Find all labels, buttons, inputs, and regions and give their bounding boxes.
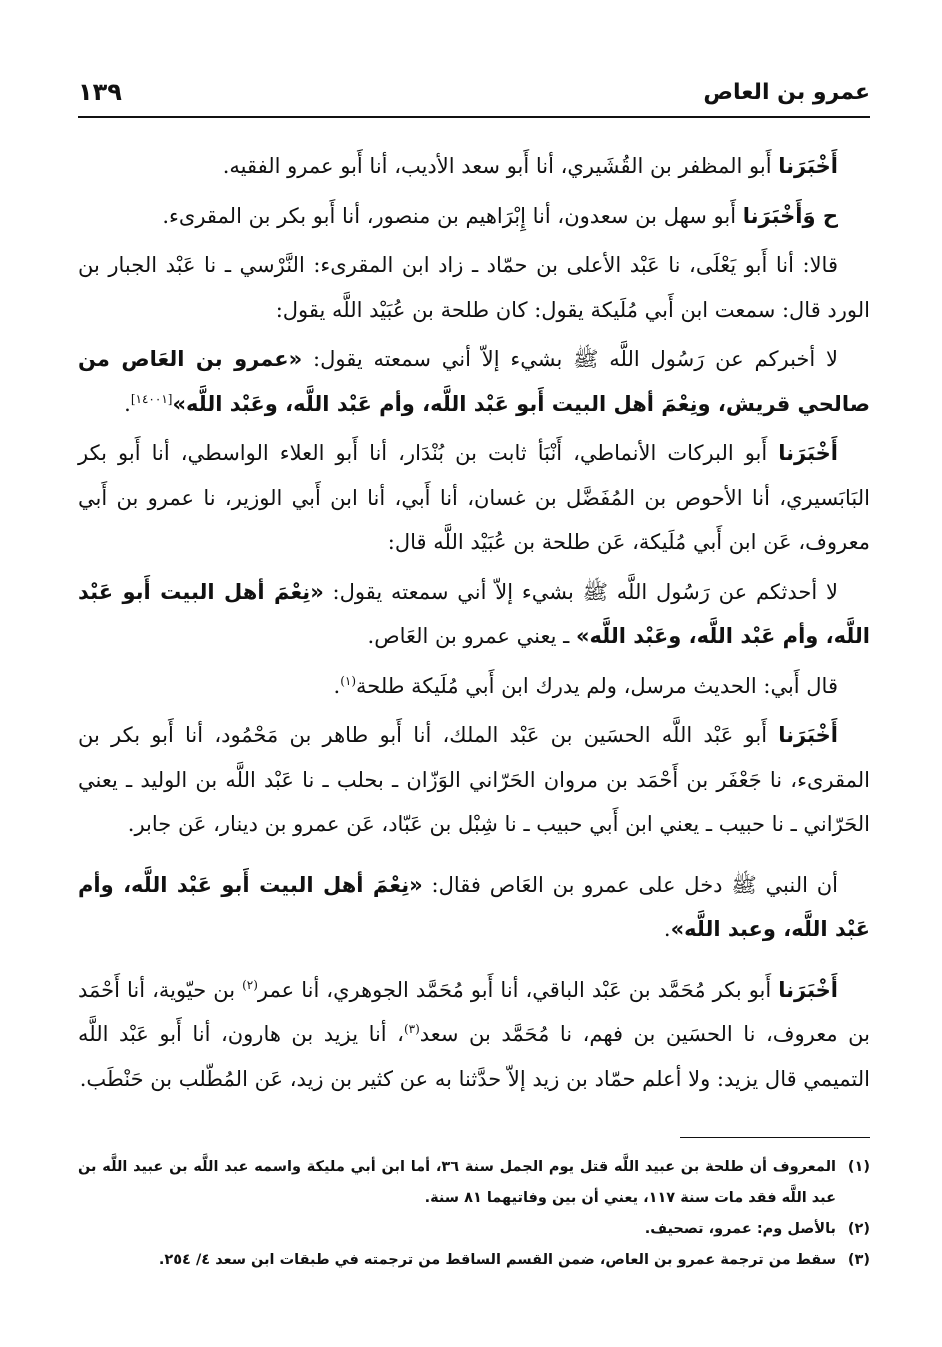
hadith-text: «عمرو بن العَاص من صالحي قريش، ونِعْمَ أهل البيت أَبو عَبْد اللَّه، وأم عَبْد اللَّه، وعَبْد اللَّه» bbox=[78, 347, 870, 416]
paragraph bbox=[78, 431, 870, 565]
footnote-item bbox=[78, 1214, 870, 1245]
hadith-number: [١٤٠٠١] bbox=[130, 391, 173, 406]
akhbarana-keyword: أَخْبَرَنا bbox=[778, 441, 838, 465]
hadith-text: «نِعْمَ أهل البيت أَبو عَبْد اللَّه، وأم عَبْد اللَّه، وعبد اللَّه» bbox=[78, 872, 870, 941]
footnote-ref: (٢) bbox=[242, 977, 258, 992]
paragraph-text: بن حيّوية، أنا أَحْمَد بن معروف، نا الحسَين بن فهم، نا مُحَمَّد بن سعد bbox=[78, 977, 870, 1046]
paragraph-text: قال أَبي: الحديث مرسل، ولم يدرك ابن أَبي مُلَيكة طلحة bbox=[356, 673, 838, 698]
paragraph-text: . bbox=[124, 391, 131, 416]
paragraph bbox=[78, 144, 870, 189]
paragraph bbox=[78, 968, 870, 1102]
paragraph-text: قالا: أنا أَبو يَعْلَى، نا عَبْد الأعلى بن حمّاد ـ زاد ابن المقرىء: النَّرْسي ـ نا عَبْد الجبار بن الورد قال: سمعت ابن أَبي مُلَيكة يقول: كان طلحة بن عُبَيْد اللَّه يقول: bbox=[78, 253, 870, 322]
hadith-paragraph bbox=[78, 337, 870, 426]
ha-marker: ح bbox=[815, 203, 838, 228]
paragraph-text: ـ يعني عمرو بن العَاص. bbox=[367, 624, 576, 648]
akhbarana-keyword: أَخْبَرَنا bbox=[778, 154, 838, 178]
footnote-text: بالأصل وم: عمرو، تصحيف. bbox=[644, 1221, 836, 1237]
paragraph-text: أَبو عَبْد اللَّه الحسَين بن عَبْد الملك، أنا أَبو طاهر بن مَحْمُود، أنا أَبو بكر بن المقرىء، نا جَعْفَر بن أَحْمَد بن مروان الحَرّاني الوَزّان ـ بحلب ـ نا عَبْد اللَّه بن الوليد ـ يعني الحَرّاني ـ نا حبيب ـ يعني ابن أَبي حبيب ـ نا شِبْل بن عَبّاد، عَن عمرو بن دينار، عَن جابر. bbox=[78, 723, 870, 836]
paragraph-text: أَبو بكر مُحَمَّد بن عَبْد الباقي، أنا أَبو مُحَمَّد الجوهري، أنا عمر bbox=[257, 977, 779, 1002]
paragraph-text: أَبو المظفر بن القُشَيري، أنا أَبو سعد الأديب، أنا أَبو عمرو الفقيه. bbox=[222, 154, 779, 178]
paragraph-text: أَبو البركات الأنماطي، أَنْبَأ ثابت بن بُنْدَار، أنا أَبو العلاء الواسطي، أنا أَبو بكر البَابَسيري، أنا الأحوص بن المُفَضَّل بن غسان، أنا أَبي، أنا ابن أَبي الوزير، نا عمرو بن أَبي معروف، عَن ابن أَبي مُلَيكة، عَن طلحة بن عُبَيْد اللَّه قال: bbox=[78, 441, 870, 554]
paragraph bbox=[78, 664, 870, 709]
footnote-marker: (٢) bbox=[847, 1221, 870, 1237]
paragraph-text: أَبو سهل بن سعدون، أنا إِبْرَاهيم بن منصور، أنا أَبو بكر بن المقرىء. bbox=[162, 203, 743, 228]
main-text bbox=[78, 144, 870, 1101]
akhbarana-keyword: أَخْبَرَنا bbox=[778, 977, 839, 1002]
footnote-marker: (١) bbox=[847, 1159, 870, 1175]
footnote-text: سقط من ترجمة عمرو بن العاص، ضمن القسم الساقط من ترجمته في طبقات ابن سعد ٤/ ٢٥٤. bbox=[158, 1252, 836, 1268]
hadith-text: «نِعْمَ أهل البيت أَبو عَبْد اللَّه، وأم عَبْد اللَّه، وعَبْد اللَّه» bbox=[78, 579, 870, 648]
paragraph-text: لا أخبركم عن رَسُول اللَّه ﷺ بشيء إلاّ أني سمعته يقول: bbox=[302, 347, 839, 371]
book-page bbox=[78, 70, 870, 1290]
hadith-paragraph bbox=[78, 863, 870, 952]
paragraph-text: . bbox=[663, 917, 671, 941]
paragraph-text: ، أنا يزيد بن هارون، أنا أَبو عَبْد اللَّه التميمي قال يزيد: ولا أعلم حمّاد بن زيد إلاّ حدَّثنا به عن كثير بن زيد، عَن المُطّلب بن حَنْطَب. bbox=[78, 1022, 870, 1091]
paragraph bbox=[78, 713, 870, 847]
footnote-text: المعروف أن طلحة بن عبيد اللَّه قتل يوم الجمل سنة ٣٦، أما ابن أبي مليكة واسمه عبد اللَّه بن عبيد اللَّه بن عبد اللَّه فقد مات سنة ١١٧، يعني أن بين وفاتيهما ٨١ سنة. bbox=[78, 1159, 836, 1206]
running-title: عمرو بن العاص bbox=[703, 80, 870, 105]
footnote-marker: (٣) bbox=[847, 1252, 870, 1268]
footnote-ref: (١) bbox=[340, 673, 357, 688]
footnote-item bbox=[78, 1245, 870, 1276]
paragraph-text: . bbox=[333, 673, 341, 698]
footnote-divider bbox=[680, 1137, 870, 1138]
akhbarana-keyword: أَخْبَرَنا bbox=[778, 723, 838, 747]
page-number: ١٣٩ bbox=[78, 78, 122, 106]
paragraph-text: لا أحدثكم عن رَسُول اللَّه ﷺ بشيء إلاّ أني سمعته يقول: bbox=[323, 579, 838, 604]
paragraph-text: أن النبي ﷺ دخل على عمرو بن العَاص فقال: bbox=[422, 872, 838, 897]
hadith-paragraph bbox=[78, 570, 870, 659]
akhbarana-keyword: وَأَخْبَرَنا bbox=[742, 203, 816, 228]
paragraph bbox=[78, 194, 870, 239]
footnotes bbox=[78, 1152, 870, 1276]
running-header bbox=[78, 70, 870, 118]
footnote-item bbox=[78, 1152, 870, 1214]
footnote-ref: (٣) bbox=[403, 1022, 420, 1036]
paragraph bbox=[78, 243, 870, 332]
